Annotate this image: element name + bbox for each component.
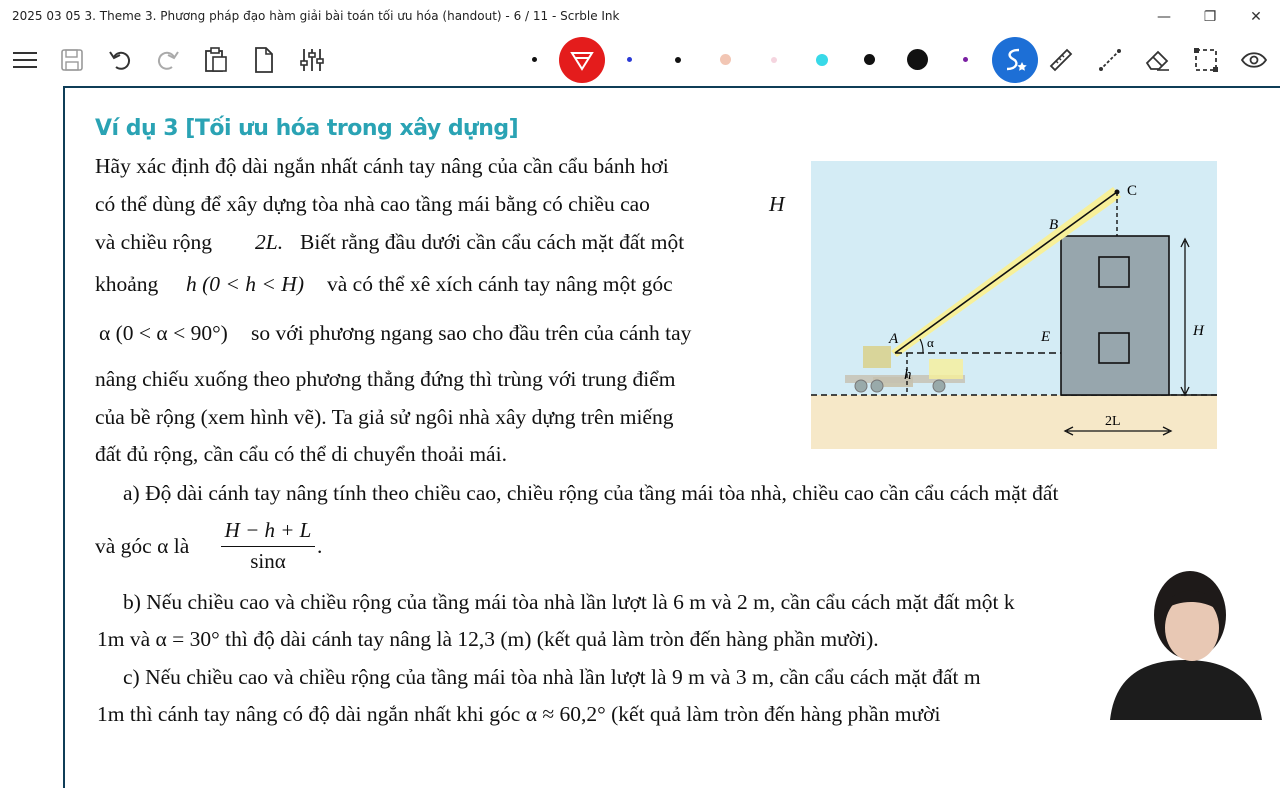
part-a-suffix: . xyxy=(317,534,323,558)
shape-ink-icon[interactable] xyxy=(992,37,1038,83)
wheel-3 xyxy=(933,380,945,392)
paragraph-line-3a: và chiều rộng xyxy=(95,230,213,254)
part-b-line-2: 1m và α = 30° thì độ dài cánh tay nâng là 12,3 (m) (kết quả làm tròn đến hàng phần mười). xyxy=(97,627,879,651)
ink-color-pink[interactable] xyxy=(771,57,777,63)
label-2L: 2L xyxy=(1105,414,1121,429)
wheel-1 xyxy=(855,380,867,392)
ink-color-blue[interactable] xyxy=(627,57,632,62)
restore-button[interactable]: ❐ xyxy=(1203,9,1217,25)
math-H: H xyxy=(769,192,785,216)
paragraph-line-7: của bề rộng (xem hình vẽ). Ta giả sử ngôi nhà xây dựng trên miếng xyxy=(95,405,674,429)
minimize-button[interactable]: — xyxy=(1157,9,1171,25)
ink-color-purple[interactable] xyxy=(963,57,968,62)
part-a-line-1: a) Độ dài cánh tay nâng tính theo chiều cao, chiều rộng của tầng mái tòa nhà, chiều cao cần cẩu cách mặt đất xyxy=(123,481,1059,505)
paragraph-line-2: có thể dùng để xây dựng tòa nhà cao tầng mái bằng có chiều cao xyxy=(95,192,650,216)
part-c-line-2: 1m thì cánh tay nâng có độ dài ngắn nhất khi góc α ≈ 60,2° (kết quả làm tròn đến hàng phần mười xyxy=(97,702,941,726)
fraction xyxy=(221,518,315,574)
view-icon[interactable] xyxy=(1232,38,1276,82)
part-c-line-1: c) Nếu chiều cao và chiều rộng của tầng mái tòa nhà lần lượt là 9 m và 3 m, cần cẩu cách mặt đất m xyxy=(123,665,981,689)
ink-color-cyan[interactable] xyxy=(816,54,828,66)
ink-color-black-large[interactable] xyxy=(907,49,928,70)
math-h-range: h (0 < h < H) xyxy=(186,272,304,296)
ink-color-black-small[interactable] xyxy=(532,57,537,62)
clipboard-icon[interactable] xyxy=(194,38,238,82)
building-window-top xyxy=(1099,257,1129,287)
part-b-line-1: b) Nếu chiều cao và chiều rộng của tầng mái tòa nhà lần lượt là 6 m và 2 m, cần cẩu cách mặt đất một k xyxy=(123,590,1015,614)
undo-icon[interactable] xyxy=(98,38,142,82)
ink-color-black-medium[interactable] xyxy=(864,54,875,65)
label-h: h xyxy=(904,367,912,383)
point-C xyxy=(1115,190,1120,195)
wheel-2 xyxy=(871,380,883,392)
paragraph-line-8: đất đủ rộng, cần cẩu có thể di chuyển thoải mái. xyxy=(95,442,507,466)
ink-color-peach[interactable] xyxy=(720,54,731,65)
ruler-icon[interactable] xyxy=(1039,38,1083,82)
window-title: 2025 03 05 3. Theme 3. Phương pháp đạo hàm giải bài toán tối ưu hóa (handout) - 6 / 11 - Scrble Ink xyxy=(12,9,620,23)
paragraph-line-4b: và có thể xê xích cánh tay nâng một góc xyxy=(327,272,673,296)
math-2L: 2L. xyxy=(255,230,284,254)
truck-cab xyxy=(929,359,963,379)
math-alpha-range: α (0 < α < 90°) xyxy=(99,321,228,345)
fraction-numerator: H − h + L xyxy=(221,518,315,547)
line-icon[interactable] xyxy=(1088,38,1132,82)
label-alpha: α xyxy=(927,335,934,350)
save-icon[interactable] xyxy=(50,38,94,82)
paragraph-line-4a: khoảng xyxy=(95,272,159,296)
label-E: E xyxy=(1041,329,1051,345)
select-icon[interactable] xyxy=(1184,38,1228,82)
part-a-prefix: và góc α là xyxy=(95,534,190,558)
ground-area xyxy=(811,395,1217,449)
label-C: C xyxy=(1127,183,1138,199)
settings-sliders-icon[interactable] xyxy=(290,38,334,82)
redo-icon[interactable] xyxy=(146,38,190,82)
label-H: H xyxy=(1193,323,1204,339)
title-bar xyxy=(0,0,1280,34)
paragraph-line-6: nâng chiếu xuống theo phương thẳng đứng thì trùng với trung điểm xyxy=(95,367,676,391)
presenter-body xyxy=(1110,660,1262,720)
close-button[interactable]: ✕ xyxy=(1250,9,1262,25)
paragraph-line-3b: Biết rằng đầu dưới cần cẩu cách mặt đất một xyxy=(300,230,685,254)
new-page-icon[interactable] xyxy=(242,38,286,82)
pen-tool-icon[interactable] xyxy=(559,37,605,83)
eraser-icon[interactable] xyxy=(1136,38,1180,82)
crane-figure xyxy=(811,161,1217,449)
label-A: A xyxy=(889,331,899,347)
ink-color-black[interactable] xyxy=(675,57,681,63)
example-title: Ví dụ 3 [Tối ưu hóa trong xây dựng] xyxy=(95,116,519,141)
menu-icon[interactable] xyxy=(3,38,47,82)
crane-cab xyxy=(863,346,891,368)
label-B: B xyxy=(1049,217,1059,233)
toolbar xyxy=(0,34,1280,86)
paragraph-line-1: Hãy xác định độ dài ngắn nhất cánh tay nâng của cần cẩu bánh hơi xyxy=(95,154,669,178)
building-window-bottom xyxy=(1099,333,1129,363)
fraction-denominator: sinα xyxy=(250,549,286,573)
paragraph-line-5: so với phương ngang sao cho đầu trên của cánh tay xyxy=(251,321,692,345)
presenter-webcam xyxy=(1090,560,1280,720)
